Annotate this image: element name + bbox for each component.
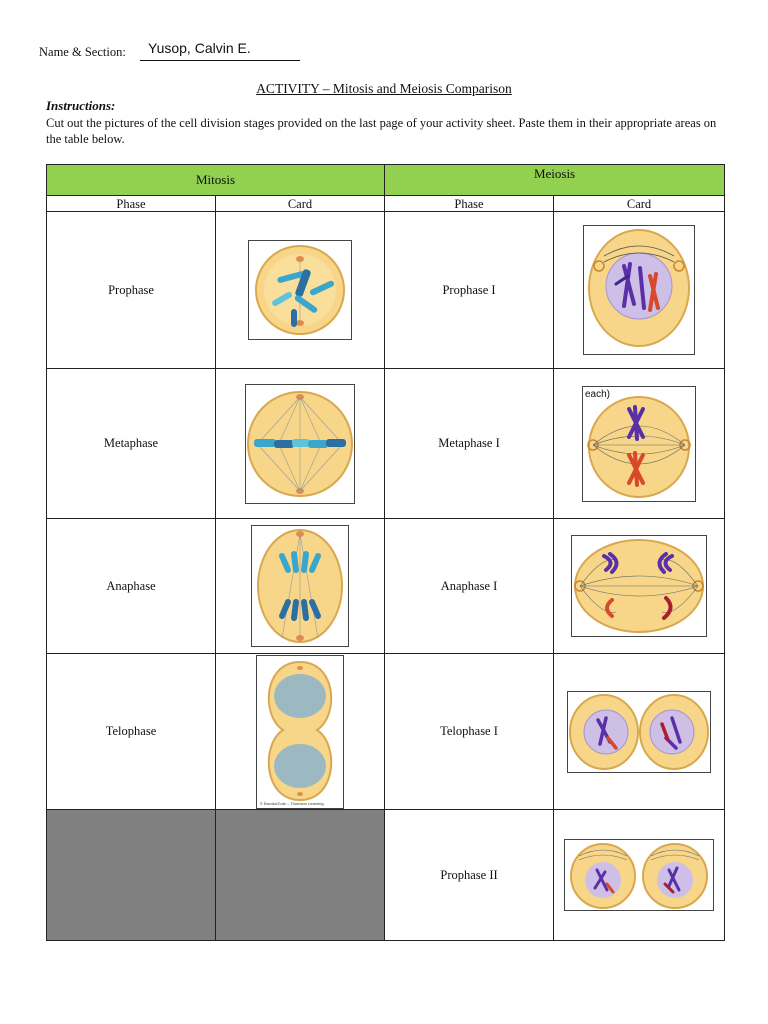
telophase-cell-image [256, 655, 344, 809]
col-card-mitosis: Card [216, 196, 385, 212]
meiosis-phase-telophase-i: Telophase I [385, 654, 554, 810]
telophase-i-cell-image [567, 691, 711, 773]
mitosis-card-empty [216, 810, 385, 941]
mitosis-phase-metaphase: Metaphase [47, 369, 216, 519]
prophase-cell-image [248, 240, 352, 340]
meiosis-header: Meiosis [385, 165, 725, 196]
meiosis-card-telophase-i [554, 654, 725, 810]
col-phase-meiosis: Phase [385, 196, 554, 212]
meiosis-card-prophase-i [554, 212, 725, 369]
mitosis-phase-telophase: Telophase [47, 654, 216, 810]
comparison-table [46, 164, 725, 941]
mitosis-card-metaphase [216, 369, 385, 519]
meiosis-card-metaphase-i [554, 369, 725, 519]
instructions-heading: Instructions: [46, 98, 116, 113]
card-credit: © Brooks/Cole – Thomson Learning [260, 800, 324, 806]
metaphase-cell-image [245, 384, 355, 504]
col-phase-mitosis: Phase [47, 196, 216, 212]
page-title: ACTIVITY – Mitosis and Meiosis Comparison [256, 81, 512, 96]
mitosis-header: Mitosis [47, 165, 385, 196]
metaphase-i-cell-image [582, 386, 696, 502]
col-card-meiosis: Card [554, 196, 725, 212]
mitosis-phase-prophase: Prophase [47, 212, 216, 369]
anaphase-i-cell-image [571, 535, 707, 637]
anaphase-cell-image [251, 525, 349, 647]
mitosis-card-telophase [216, 654, 385, 810]
name-section-label: Name & Section: [39, 45, 126, 59]
mitosis-phase-anaphase: Anaphase [47, 519, 216, 654]
meiosis-card-prophase-ii [554, 810, 725, 941]
mitosis-card-anaphase [216, 519, 385, 654]
prophase-ii-cell-image [564, 839, 714, 911]
mitosis-phase-empty [47, 810, 216, 941]
meiosis-phase-metaphase-i: Metaphase I [385, 369, 554, 519]
card-note: each) [585, 388, 611, 400]
name-value[interactable]: Yusop, Calvin E. [148, 40, 251, 56]
meiosis-phase-anaphase-i: Anaphase I [385, 519, 554, 654]
name-underline [140, 60, 300, 61]
instructions-text: Cut out the pictures of the cell division stages provided on the last page of your activity sheet. Paste them in their appropriate areas on the table below. [46, 116, 717, 146]
mitosis-card-prophase [216, 212, 385, 369]
meiosis-phase-prophase-i: Prophase I [385, 212, 554, 369]
meiosis-card-anaphase-i [554, 519, 725, 654]
meiosis-phase-prophase-ii: Prophase II [385, 810, 554, 941]
prophase-i-cell-image [583, 225, 695, 355]
